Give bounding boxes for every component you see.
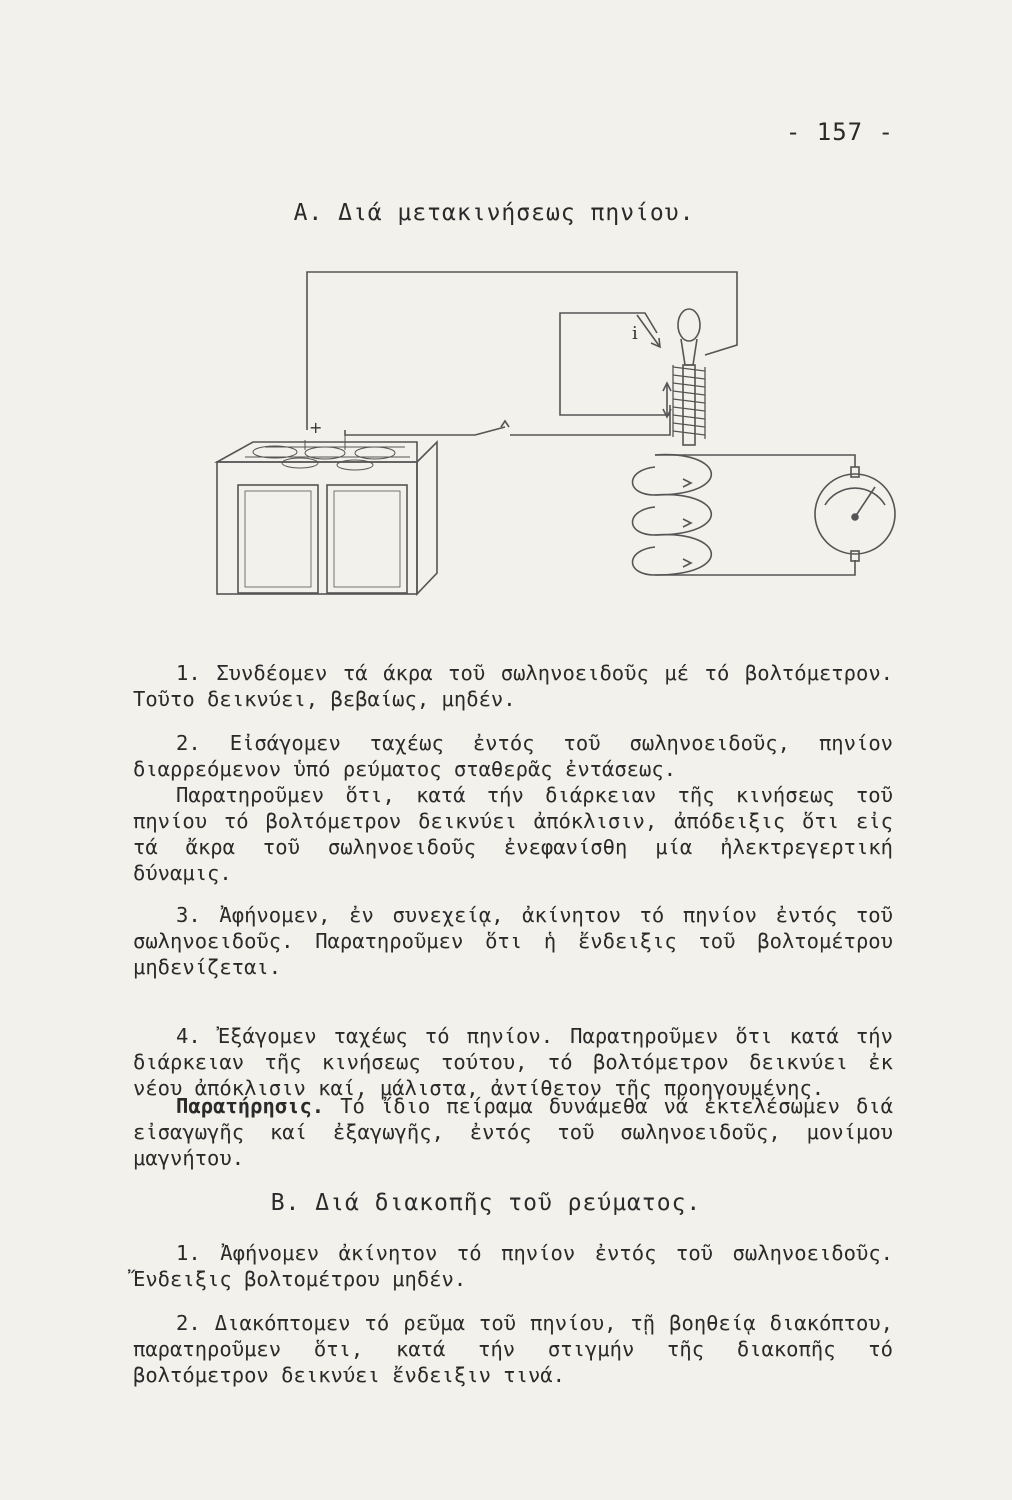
section-a-item-1	[133, 660, 893, 712]
item-text: Ἀφήνομεν, ἐν συνεχείᾳ, ἀκίνητον τό πηνίον ἐντός τοῦ σωληνοειδοῦς. Παρατηροῦμεν ὅτι ἡ ἔνδειξις τοῦ βολτομέτρου μηδενίζεται.	[133, 903, 893, 979]
item-continuation: Παρατηροῦμεν ὅτι, κατά τήν διάρκειαν τῆς κινήσεως τοῦ πηνίου τό βολτόμετρον δεικνύει ἀπόκλισιν, ἀπόδειξις ὅτι εἰς τά ἄκρα τοῦ σωληνοειδοῦς ἐνεφανίσθη μία ἠλεκτρεγερτική δύναμις.	[133, 783, 893, 885]
item-number: 4.	[176, 1024, 201, 1048]
solenoid-voltmeter-circuit-diagram-icon	[205, 255, 925, 610]
section-a-heading: A. Διά μετακινήσεως πηνίου.	[293, 200, 695, 226]
item-number: 1.	[176, 1241, 201, 1265]
item-number: 1.	[176, 661, 201, 685]
section-b-heading: B. Διά διακοπῆς τοῦ ρεύματος.	[270, 1190, 702, 1216]
item-text: Ἀφήνομεν ἀκίνητον τό πηνίον ἐντός τοῦ σωληνοειδοῦς. Ἔνδειξις βολτομέτρου μηδέν.	[133, 1241, 893, 1291]
page-number: - 157 -	[785, 118, 894, 146]
item-text: Εἰσάγομεν ταχέως ἐντός τοῦ σωληνοειδοῦς, πηνίον διαρρεόμενον ὑπό ρεύματος σταθερᾶς ἐντάσεως.	[133, 731, 893, 781]
item-text: Συνδέομεν τά άκρα τοῦ σωληνοειδοῦς μέ τό βολτόμετρον. Τοῦτο δεικνύει, βεβαίως, μηδέν.	[133, 661, 893, 711]
circuit-diagram	[205, 255, 925, 610]
observation-label: Παρατήρησις.	[176, 1094, 325, 1118]
item-number: 2.	[176, 1311, 201, 1335]
item-number: 3.	[176, 903, 201, 927]
item-text: Ἐξάγομεν ταχέως τό πηνίον. Παρατηροῦμεν ὅτι κατά τήν διάρκειαν τῆς κινήσεως τούτου, τό βολτόμετρον δεικνύει ἐκ νέου ἀπόκλισιν καί, μάλιστα, ἀντίθετον τῆς προηγουμένης.	[133, 1024, 893, 1100]
section-a-item-4	[133, 1023, 893, 1101]
plus-label: +	[309, 418, 323, 437]
item-text: Διακόπτομεν τό ρεῦμα τοῦ πηνίου, τῇ βοηθείᾳ διακόπτου, παρατηροῦμεν ὅτι, κατά τήν στιγμήν τῆς διακοπῆς τό βολτόμετρον δεικνύει ἔνδειξιν τινά.	[133, 1311, 893, 1387]
section-b-item-2	[133, 1310, 893, 1388]
observation-text: Τό ἴδιο πείραμα δυνάμεθα νά ἐκτελέσωμεν διά εἰσαγωγῆς καί ἐξαγωγῆς, ἐντός τοῦ σωληνοειδοῦς, μονίμου μαγνήτου.	[133, 1094, 893, 1170]
observation-paragraph	[133, 1093, 893, 1171]
current-label: i	[632, 323, 638, 344]
item-number: 2.	[176, 731, 201, 755]
section-a-item-2	[133, 730, 893, 886]
section-b-item-1	[133, 1240, 893, 1292]
section-a-item-3	[133, 902, 893, 980]
